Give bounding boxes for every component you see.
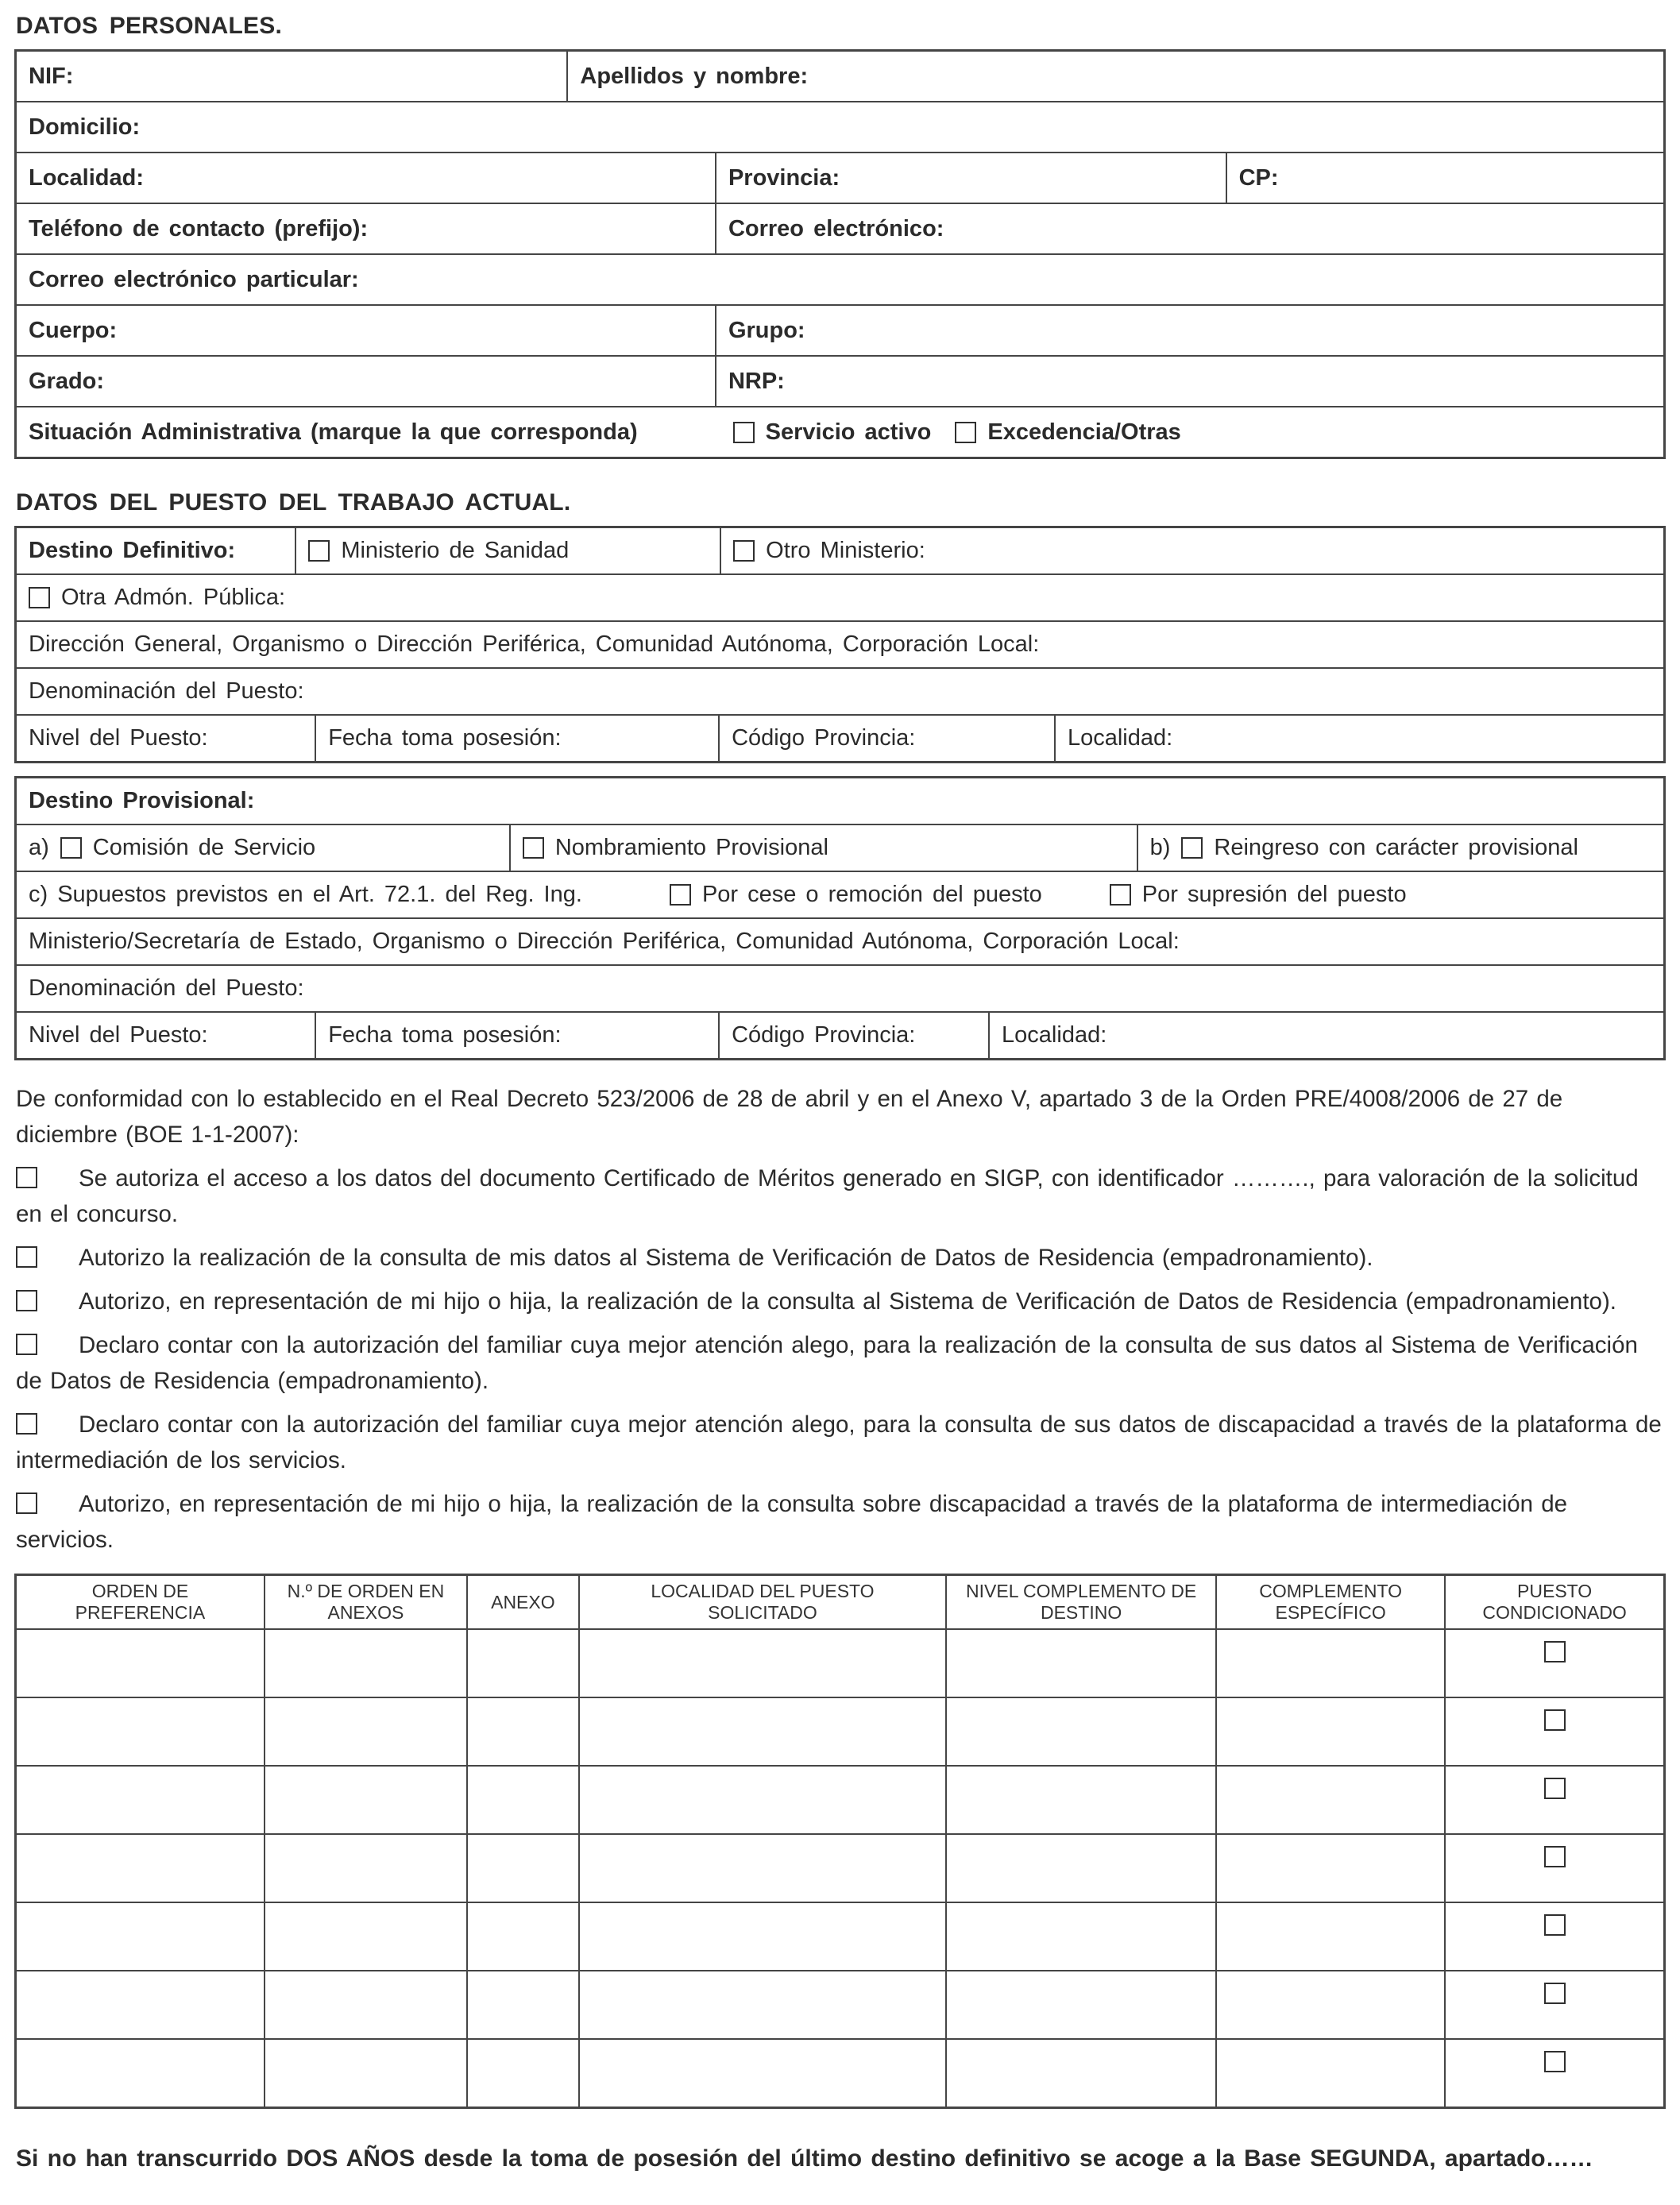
localidad-puesto-cell[interactable] [578, 1835, 945, 1902]
complemento-especifico-cell[interactable] [1215, 1630, 1444, 1697]
fecha-actual-label: Fecha toma posesión: [328, 725, 562, 751]
header-text: N.º DE ORDEN EN ANEXOS [287, 1581, 445, 1623]
header-localidad-puesto [578, 1576, 945, 1628]
header-text: ORDEN DE PREFERENCIA [75, 1581, 206, 1623]
nivel-complemento-cell[interactable] [945, 1903, 1215, 1970]
puesto-condicionado-cell [1444, 1971, 1663, 2038]
grupo-field[interactable] [715, 306, 1663, 355]
codigo-provincia-provisional-field[interactable] [718, 1013, 988, 1058]
nombramiento-cell [509, 825, 1137, 871]
orden-preferencia-cell[interactable] [17, 1835, 264, 1902]
grupo-label: Grupo: [728, 317, 805, 343]
cuerpo-field[interactable] [17, 306, 715, 355]
consent-item-text: Autorizo, en representación de mi hijo o hija, la realización de la consulta sobre discapacidad a través de la plataforma de intermediación de servicios. [16, 1491, 1568, 1553]
datos-personales-table [14, 49, 1666, 459]
consent-item [16, 1327, 1666, 1399]
direccion-general-field[interactable] [17, 622, 1663, 667]
num-orden-anexos-cell[interactable] [264, 1630, 466, 1697]
ministerio-sanidad-label: Ministerio de Sanidad [341, 538, 570, 563]
section-title-datos-puesto: DATOS DEL PUESTO DEL TRABAJO ACTUAL. [16, 489, 571, 516]
row-localidad-provincia-cp [17, 152, 1663, 203]
consent-residencia-checkbox[interactable] [16, 1246, 37, 1268]
anexo-cell[interactable] [466, 1630, 578, 1697]
por-supresion-checkbox[interactable] [1110, 884, 1131, 906]
puesto-condicionado-checkbox[interactable] [1544, 1709, 1566, 1731]
ministerio-secretaria-label: Ministerio/Secretaría de Estado, Organismo o Dirección Periférica, Comunidad Autónoma, Corporación Local: [29, 929, 1180, 954]
consent-sigp-checkbox[interactable] [16, 1167, 37, 1188]
ministerio-sanidad-cell [295, 528, 720, 573]
localidad-label: Localidad: [29, 164, 145, 191]
header-complemento-especifico [1215, 1576, 1444, 1628]
header-text: ANEXO [491, 1591, 555, 1612]
nif-field[interactable] [17, 52, 566, 101]
por-supresion-label: Por supresión del puesto [1141, 882, 1407, 907]
localidad-puesto-cell[interactable] [578, 2040, 945, 2107]
localidad-actual-field[interactable] [1054, 716, 1663, 761]
row-grado-nrp [17, 355, 1663, 406]
row-provisional-opciones-ab [17, 824, 1663, 871]
nrp-label: NRP: [728, 368, 785, 394]
row-destino-definitivo [17, 528, 1663, 573]
puestos-table-body [17, 1628, 1663, 2107]
grado-field[interactable] [17, 357, 715, 406]
fecha-provisional-field[interactable] [315, 1013, 718, 1058]
consent-item-text: Declaro contar con la autorización del familiar cuya mejor atención alego, para la realización de la consulta de sus datos al Sistema de Verificación de Datos de Residencia (empadronamiento). [16, 1332, 1638, 1394]
anexo-cell[interactable] [466, 1971, 578, 2038]
num-orden-anexos-cell[interactable] [264, 1767, 466, 1833]
nivel-complemento-cell[interactable] [945, 2040, 1215, 2107]
localidad-puesto-cell[interactable] [578, 1630, 945, 1697]
section-title-datos-personales: DATOS PERSONALES. [16, 13, 283, 39]
puestos-table-row [17, 1697, 1663, 1765]
consent-familiar-residencia-checkbox[interactable] [16, 1334, 37, 1355]
reingreso-checkbox[interactable] [1181, 837, 1203, 859]
reingreso-label: Reingreso con carácter provisional [1214, 835, 1578, 860]
destino-provisional-title-cell [17, 778, 1663, 824]
excedencia-label: Excedencia/Otras [987, 419, 1181, 445]
a-prefix: a) [29, 835, 49, 860]
por-cese-label: Por cese o remoción del puesto [701, 882, 1042, 907]
localidad-puesto-cell[interactable] [578, 1698, 945, 1765]
row-denominacion-provisional [17, 964, 1663, 1011]
puesto-condicionado-checkbox[interactable] [1544, 1914, 1566, 1936]
consent-item [16, 1160, 1666, 1232]
row-otra-admon [17, 573, 1663, 620]
row-situacion-administrativa [17, 406, 1663, 457]
destino-definitivo-label: Destino Definitivo: [29, 538, 236, 563]
row-correo-particular [17, 253, 1663, 304]
orden-preferencia-cell[interactable] [17, 1630, 264, 1697]
puestos-table-row [17, 1628, 1663, 1697]
puesto-condicionado-cell [1444, 1903, 1663, 1970]
puesto-condicionado-cell [1444, 1767, 1663, 1833]
consent-item [16, 1407, 1666, 1478]
complemento-especifico-cell[interactable] [1215, 1767, 1444, 1833]
apellidos-field[interactable] [566, 52, 1663, 101]
puestos-table-row [17, 1833, 1663, 1902]
header-text: COMPLEMENTO ESPECÍFICO [1259, 1581, 1403, 1623]
anexo-cell[interactable] [466, 2040, 578, 2107]
puesto-condicionado-checkbox[interactable] [1544, 2051, 1566, 2072]
anexo-cell[interactable] [466, 1767, 578, 1833]
orden-preferencia-cell[interactable] [17, 1903, 264, 1970]
excedencia-checkbox[interactable] [955, 422, 976, 443]
header-nivel-complemento [945, 1576, 1215, 1628]
localidad-puesto-cell[interactable] [578, 1767, 945, 1833]
puesto-condicionado-cell [1444, 2040, 1663, 2107]
cp-field[interactable] [1226, 153, 1663, 203]
row-nivel-actual [17, 714, 1663, 761]
nivel-provisional-label: Nivel del Puesto: [29, 1022, 208, 1048]
destino-provisional-label: Destino Provisional: [29, 788, 255, 813]
puestos-table [14, 1574, 1666, 2109]
localidad-provisional-field[interactable] [988, 1013, 1663, 1058]
puestos-table-row [17, 1902, 1663, 1970]
complemento-especifico-cell[interactable] [1215, 1835, 1444, 1902]
consent-section [14, 1081, 1666, 1558]
otro-ministerio-label: Otro Ministerio: [766, 538, 925, 563]
correo-particular-field[interactable] [17, 255, 1663, 304]
num-orden-anexos-cell[interactable] [264, 1971, 466, 2038]
nivel-complemento-cell[interactable] [945, 1835, 1215, 1902]
puestos-table-row [17, 1970, 1663, 2038]
num-orden-anexos-cell[interactable] [264, 2040, 466, 2107]
consent-item [16, 1486, 1666, 1558]
row-supuestos-art72 [17, 871, 1663, 917]
localidad-actual-label: Localidad: [1067, 725, 1173, 751]
consent-intro [16, 1081, 1666, 1153]
nif-label: NIF: [29, 63, 74, 89]
puestos-table-row [17, 2038, 1663, 2107]
destino-definitivo-cell [17, 528, 295, 573]
puestos-table-header [17, 1576, 1663, 1628]
nivel-complemento-cell[interactable] [945, 1971, 1215, 2038]
row-domicilio [17, 101, 1663, 152]
header-orden-preferencia [17, 1576, 264, 1628]
puesto-condicionado-checkbox[interactable] [1544, 1983, 1566, 2004]
otra-admon-label: Otra Admón. Pública: [61, 585, 286, 610]
nivel-complemento-cell[interactable] [945, 1767, 1215, 1833]
consent-item-text: Autorizo la realización de la consulta de mis datos al Sistema de Verificación de Datos de Residencia (empadronamiento). [79, 1245, 1373, 1271]
apellidos-label: Apellidos y nombre: [580, 63, 809, 89]
cuerpo-label: Cuerpo: [29, 317, 118, 343]
header-puesto-condicionado [1444, 1576, 1663, 1628]
otra-admon-checkbox[interactable] [29, 587, 50, 608]
row-telefono-correo [17, 203, 1663, 253]
orden-preferencia-cell[interactable] [17, 1971, 264, 2038]
puesto-condicionado-cell [1444, 1630, 1663, 1697]
header-text: PUESTO CONDICIONADO [1482, 1581, 1627, 1623]
row-nif-apellidos [17, 52, 1663, 101]
puesto-condicionado-cell [1444, 1698, 1663, 1765]
consent-item-text: Autorizo, en representación de mi hijo o hija, la realización de la consulta al Sistema de Verificación de Datos de Residencia (empadronamiento). [79, 1288, 1616, 1315]
consent-residencia-hijo-checkbox[interactable] [16, 1290, 37, 1311]
codigo-provincia-provisional-label: Código Provincia: [732, 1022, 916, 1048]
correo-label: Correo electrónico: [728, 215, 944, 241]
num-orden-anexos-cell[interactable] [264, 1835, 466, 1902]
otro-ministerio-checkbox[interactable] [733, 540, 755, 562]
nivel-actual-field[interactable] [17, 716, 315, 761]
fecha-provisional-label: Fecha toma posesión: [328, 1022, 562, 1048]
row-denominacion-actual [17, 667, 1663, 714]
puesto-condicionado-checkbox[interactable] [1544, 1641, 1566, 1662]
comision-servicio-checkbox[interactable] [60, 837, 82, 859]
puesto-condicionado-checkbox[interactable] [1544, 1846, 1566, 1867]
provincia-field[interactable] [715, 153, 1226, 203]
direccion-general-label: Dirección General, Organismo o Dirección Periférica, Comunidad Autónoma, Corporación Local: [29, 631, 1040, 657]
domicilio-label: Domicilio: [29, 114, 141, 140]
telefono-field[interactable] [17, 204, 715, 253]
situacion-label: Situación Administrativa (marque la que corresponda) [29, 419, 638, 445]
otro-ministerio-cell[interactable] [720, 528, 1663, 573]
row-cuerpo-grupo [17, 304, 1663, 355]
por-cese-checkbox[interactable] [670, 884, 691, 906]
nivel-provisional-field[interactable] [17, 1013, 315, 1058]
header-anexo [466, 1576, 578, 1628]
num-orden-anexos-cell[interactable] [264, 1698, 466, 1765]
orden-preferencia-cell[interactable] [17, 2040, 264, 2107]
consent-discapacidad-hijo-checkbox[interactable] [16, 1493, 37, 1514]
situacion-field [17, 407, 1663, 457]
nombramiento-checkbox[interactable] [523, 837, 544, 859]
row-nivel-provisional [17, 1011, 1663, 1058]
correo-field[interactable] [715, 204, 1663, 253]
telefono-label: Teléfono de contacto (prefijo): [29, 215, 369, 241]
provincia-label: Provincia: [728, 164, 840, 191]
fecha-actual-field[interactable] [315, 716, 718, 761]
consent-item-text: Declaro contar con la autorización del familiar cuya mejor atención alego, para la consulta de sus datos de discapacidad a través de la plataforma de intermediación de los servicios. [16, 1411, 1662, 1473]
header-num-orden-anexos [264, 1576, 466, 1628]
denominacion-provisional-field[interactable] [17, 966, 1663, 1011]
row-ministerio-secretaria [17, 917, 1663, 964]
puestos-table-row [17, 1765, 1663, 1833]
nombramiento-label: Nombramiento Provisional [554, 835, 828, 860]
header-text: LOCALIDAD DEL PUESTO SOLICITADO [651, 1581, 875, 1623]
localidad-puesto-cell[interactable] [578, 1903, 945, 1970]
localidad-puesto-cell[interactable] [578, 1971, 945, 2038]
codigo-provincia-actual-field[interactable] [718, 716, 1054, 761]
nrp-field[interactable] [715, 357, 1663, 406]
orden-preferencia-cell[interactable] [17, 1698, 264, 1765]
codigo-provincia-actual-label: Código Provincia: [732, 725, 916, 751]
puesto-condicionado-cell [1444, 1835, 1663, 1902]
supuestos-label: c) Supuestos previstos en el Art. 72.1. del Reg. Ing. [29, 882, 582, 907]
reingreso-cell [1137, 825, 1663, 871]
anexo-cell[interactable] [466, 1835, 578, 1902]
consent-item [16, 1240, 1666, 1276]
footer-note: Si no han transcurrido DOS AÑOS desde la toma de posesión del último destino definitivo se acoge a la Base SEGUNDA, apartado…… [16, 2145, 1593, 2172]
complemento-especifico-cell[interactable] [1215, 1698, 1444, 1765]
puesto-condicionado-checkbox[interactable] [1544, 1778, 1566, 1799]
localidad-provisional-label: Localidad: [1002, 1022, 1107, 1048]
consent-familiar-discapacidad-checkbox[interactable] [16, 1413, 37, 1435]
supuestos-cell [17, 872, 1663, 917]
otra-admon-cell[interactable] [17, 575, 1663, 620]
localidad-field[interactable] [17, 153, 715, 203]
correo-particular-label: Correo electrónico particular: [29, 266, 359, 292]
comision-servicio-cell [17, 825, 509, 871]
row-destino-provisional-titulo [17, 778, 1663, 824]
nivel-complemento-cell[interactable] [945, 1630, 1215, 1697]
nivel-complemento-cell[interactable] [945, 1698, 1215, 1765]
complemento-especifico-cell[interactable] [1215, 1903, 1444, 1970]
grado-label: Grado: [29, 368, 105, 394]
num-orden-anexos-cell[interactable] [264, 1903, 466, 1970]
b-prefix: b) [1149, 835, 1171, 860]
servicio-activo-checkbox[interactable] [733, 422, 755, 443]
denominacion-actual-field[interactable] [17, 669, 1663, 714]
servicio-activo-label: Servicio activo [765, 419, 932, 445]
anexo-cell[interactable] [466, 1698, 578, 1765]
ministerio-secretaria-field[interactable] [17, 919, 1663, 964]
ministerio-sanidad-checkbox[interactable] [308, 540, 330, 562]
consent-intro-text: De conformidad con lo establecido en el Real Decreto 523/2006 de 28 de abril y en el Anexo V, apartado 3 de la Orden PRE/4008/2006 de 27 de diciembre (BOE 1-1-2007): [16, 1086, 1563, 1148]
row-direccion-general [17, 620, 1663, 667]
denominacion-actual-label: Denominación del Puesto: [29, 678, 304, 704]
nivel-actual-label: Nivel del Puesto: [29, 725, 208, 751]
domicilio-field[interactable] [17, 102, 1663, 152]
consent-item-text: Se autoriza el acceso a los datos del documento Certificado de Méritos generado en SIGP, con identificador ………., para valoración de la solicitud en el concurso. [16, 1165, 1639, 1227]
complemento-especifico-cell[interactable] [1215, 1971, 1444, 2038]
anexo-cell[interactable] [466, 1903, 578, 1970]
complemento-especifico-cell[interactable] [1215, 2040, 1444, 2107]
consent-item [16, 1284, 1666, 1319]
cp-label: CP: [1238, 164, 1279, 191]
destino-provisional-table [14, 776, 1666, 1060]
orden-preferencia-cell[interactable] [17, 1767, 264, 1833]
comision-servicio-label: Comisión de Servicio [92, 835, 316, 860]
puesto-actual-table [14, 526, 1666, 763]
header-text: NIVEL COMPLEMENTO DE DESTINO [966, 1581, 1197, 1623]
denominacion-provisional-label: Denominación del Puesto: [29, 975, 304, 1001]
